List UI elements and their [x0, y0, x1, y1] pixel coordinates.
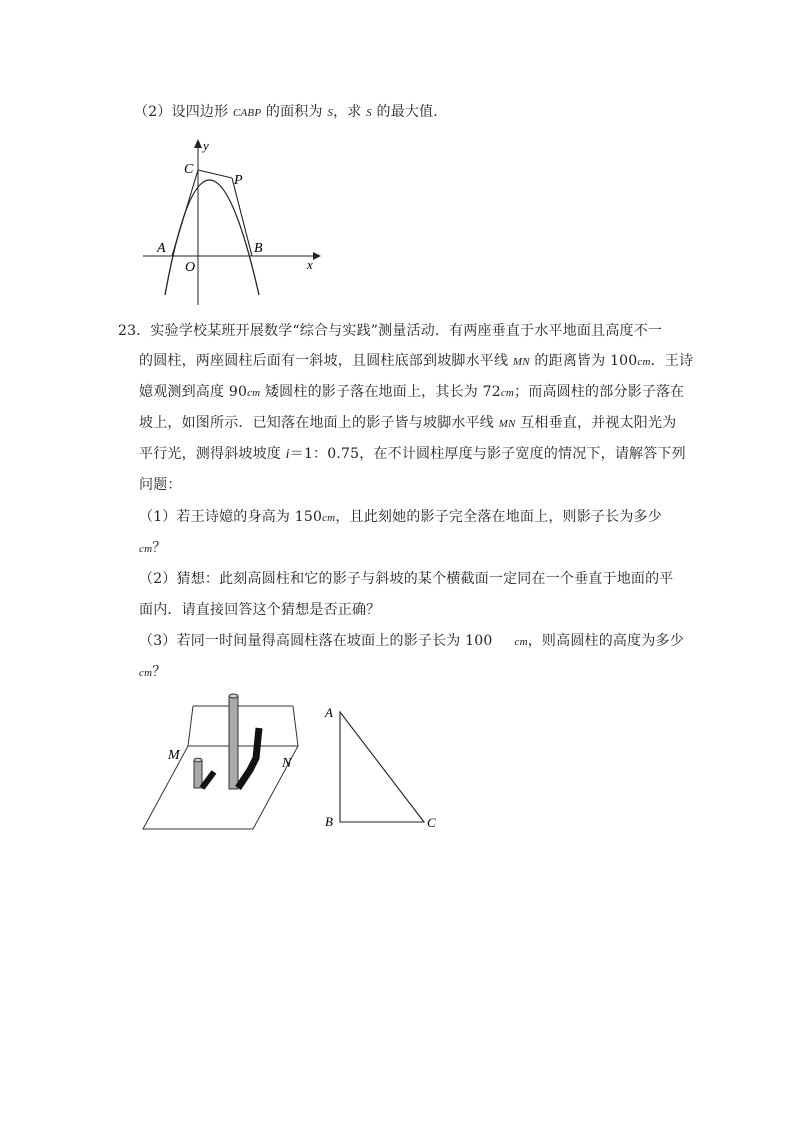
q23-line2	[139, 351, 693, 372]
label-n: N	[282, 756, 292, 771]
text: （2）设四边形	[134, 104, 233, 120]
y-axis-arrow	[194, 139, 202, 148]
short-cylinder	[194, 760, 202, 788]
segment-pb	[232, 178, 252, 256]
unit-cm: cm	[139, 667, 153, 679]
slope-right-edge	[293, 706, 298, 746]
label-a: A	[157, 241, 166, 256]
ground-plane	[143, 746, 298, 829]
tall-cylinder	[229, 696, 238, 789]
short-shadow	[202, 772, 214, 788]
label-o: O	[185, 260, 196, 275]
q23-part1	[139, 507, 662, 528]
tall-shadow	[238, 728, 259, 788]
var-mn: MN	[512, 356, 530, 368]
segment-cp	[198, 170, 232, 178]
label-p: P	[234, 173, 243, 188]
label-b: B	[254, 241, 263, 256]
text: 的最大值．	[371, 104, 448, 120]
text: 23．实验学校某班开展数学“综合与实践”测量活动．有两座垂直于水平地面且高度不一	[118, 323, 663, 339]
q23-part1-cont	[139, 538, 166, 559]
short-cylinder-top	[194, 758, 202, 762]
q23-part3-cont	[139, 662, 166, 683]
text: 的距离皆为 100	[529, 353, 638, 369]
label-c: C	[184, 162, 194, 177]
var-s: S	[327, 107, 334, 119]
text: 互相垂直，并视太阳光为	[515, 415, 677, 431]
quad-name: CABP	[232, 107, 262, 119]
q23-line6	[139, 475, 182, 495]
text: 的圆柱，两座圆柱后面有一斜坡，且圆柱底部到坡脚水平线	[139, 353, 513, 369]
unit-cm: cm	[139, 543, 153, 555]
cylinders-slope-figure	[138, 688, 313, 833]
text: （1）若王诗嬑的身高为 150	[139, 509, 323, 525]
q23-part2-cont	[139, 600, 380, 620]
text: （2）猜想：此刻高圆柱和它的影子与斜坡的某个横截面一定同在一个垂直于地面的平	[139, 571, 674, 587]
text: 的面积为	[261, 104, 328, 120]
q23-line3	[139, 382, 684, 403]
text: 面内．请直接回答这个猜想是否正确？	[139, 602, 381, 618]
text: 平行光，测得斜坡坡度	[139, 446, 286, 462]
text: ；而高圆柱的部分影子落在	[514, 384, 685, 400]
q23-line1	[118, 321, 662, 341]
label-m: M	[168, 748, 180, 763]
var-s: S	[366, 107, 372, 119]
parabola-curve	[165, 180, 259, 295]
text: ＝1：0.75，在不计圆柱厚度与影子宽度的情况下，请解答下列	[289, 446, 686, 462]
text: 坡上，如图所示．已知落在地面上的影子皆与坡脚水平线	[139, 415, 499, 431]
slope-left-edge	[188, 706, 193, 746]
unit-cm: cm	[247, 387, 261, 399]
var-mn: MN	[498, 418, 516, 430]
parabola-figure	[135, 135, 325, 310]
text: ，求	[333, 104, 367, 120]
segment-ac	[172, 170, 198, 256]
text: ？	[152, 664, 167, 680]
q23-line5	[139, 444, 686, 465]
unit-cm: cm	[514, 636, 528, 648]
text: ？	[152, 540, 167, 556]
text: ，则高圆柱的高度为多少	[527, 633, 684, 649]
triangle-figure	[320, 698, 445, 833]
label-a: A	[325, 705, 333, 720]
q23-line4	[139, 413, 676, 434]
tall-cylinder-top	[229, 694, 238, 698]
text: 嬑观测到高度 90	[139, 384, 248, 400]
q23-part2	[139, 569, 674, 589]
var-i: i	[285, 447, 290, 462]
label-x: x	[307, 257, 313, 272]
text: （3）若同一时间量得高圆柱落在坡面上的影子长为 100	[139, 633, 493, 649]
text: 问题：	[139, 477, 182, 493]
unit-cm: cm	[322, 512, 336, 524]
unit-cm: cm	[637, 356, 651, 368]
text: 矮圆柱的影子落在地面上，其长为 72	[260, 384, 501, 400]
q22-part2	[134, 102, 448, 123]
text: ．王诗	[650, 353, 694, 369]
q23-part3	[139, 631, 684, 652]
unit-cm: cm	[500, 387, 515, 399]
x-axis-arrow	[313, 252, 321, 260]
triangle-abc	[340, 712, 424, 822]
text: ，且此刻她的影子完全落在地面上，则影子长为多少	[335, 509, 662, 525]
label-b: B	[325, 814, 333, 829]
label-c: C	[427, 815, 436, 830]
label-y: y	[203, 138, 209, 153]
